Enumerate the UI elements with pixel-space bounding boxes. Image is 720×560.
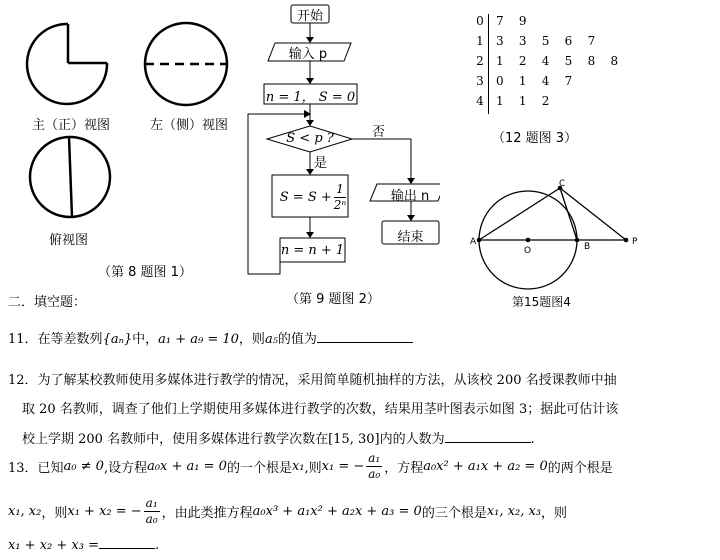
label-c: C <box>559 179 566 189</box>
q13-text: ，方程 <box>384 460 424 476</box>
stem-leaf-row <box>472 54 618 68</box>
stem-leaf-row <box>472 94 549 108</box>
q13-line3 <box>8 538 159 553</box>
stem-leaf-row <box>472 74 572 88</box>
q13-frac-den: a₀ <box>145 511 158 526</box>
q11-equation: a₁ + a₉ = 10 <box>158 332 239 347</box>
stem-leaf-row <box>472 34 595 48</box>
stem: 1 <box>476 34 484 48</box>
update-fraction <box>334 182 347 213</box>
input-text: 输入 p <box>288 47 328 62</box>
q12-interval: [15, 30] <box>328 432 380 447</box>
label-p: P <box>632 237 638 247</box>
q12-text: 内的人数为 <box>379 432 445 447</box>
q11-answer-blank[interactable] <box>317 342 413 343</box>
leaves: 1 2 4 5 8 8 <box>496 54 619 68</box>
q13-frac-num: a₁ <box>145 495 158 510</box>
q12-line2: 取 20 名教师，调查了他们上学期使用多媒体进行教学的次数，结果用茎叶图表示如图 3；据此可估计该 <box>22 402 619 417</box>
q13-roots-3: x₁, x₂, x₃ <box>486 503 542 519</box>
q13-frac-num: a₁ <box>368 450 381 465</box>
fig8-caption: （第 8 题图 1） <box>98 265 192 280</box>
leaves: 7 9 <box>496 14 527 28</box>
update-frac-den: 2ⁿ <box>333 197 347 212</box>
yes-label: 是 <box>314 156 328 171</box>
q12-text: 校上学期 200 名教师中，使用多媒体进行教学次数在 <box>22 432 329 447</box>
stem: 2 <box>476 54 484 68</box>
q11-number: 11． <box>8 332 38 347</box>
q13-answer-blank[interactable] <box>99 548 155 549</box>
point-p <box>624 238 629 243</box>
q13-text: ,设方程 <box>103 460 148 476</box>
output-text: 输出 n <box>390 189 430 204</box>
fig8-drawing <box>0 0 250 290</box>
q13-text: ，由此类推方程 <box>161 505 253 521</box>
q13-sum-2: x₁ + x₂ = − <box>67 503 142 519</box>
point-b <box>575 238 580 243</box>
update-lhs: S = S + <box>279 189 332 205</box>
section-heading: 二．填空题： <box>8 295 87 310</box>
start-text: 开始 <box>296 9 323 24</box>
line-ac <box>479 188 560 240</box>
q13-sum-3: x₁ + x₂ + x₃ = <box>8 538 99 553</box>
label-o: O <box>524 246 532 256</box>
q13-root: x₁ <box>291 458 305 474</box>
q13-equation-3: a₀x³ + a₁x² + a₂x + a₃ = 0 <box>252 503 422 519</box>
fig15-drawing <box>460 170 660 290</box>
q12-line1: 12．为了解某校教师使用多媒体进行教学的情况，采用简单随机抽样的方法，从该校 200 名授课教师中抽 <box>8 373 617 388</box>
front-view-shape <box>27 24 107 104</box>
line-cb <box>560 188 577 240</box>
fig15-caption: 第15题图4 <box>512 295 571 309</box>
q13-number: 13． <box>8 460 38 476</box>
q13-fraction-1 <box>366 451 382 482</box>
q13-text: 的一个根是 <box>226 460 292 476</box>
leaves: 0 1 4 7 <box>496 74 573 88</box>
stem: 0 <box>476 14 484 28</box>
q13-fraction-2 <box>144 496 160 527</box>
q13-equation-2: a₀x² + a₁x + a₂ = 0 <box>423 458 548 474</box>
q13-frac-den: a₀ <box>368 466 381 481</box>
q11-sequence: {aₙ} <box>102 332 133 347</box>
q13-end: . <box>154 538 160 553</box>
q11-target: a₅ <box>264 332 278 347</box>
point-o <box>526 238 531 243</box>
q13-line2 <box>8 494 567 528</box>
q13-text: 的两个根是 <box>547 460 613 476</box>
q13-text: ，则 <box>541 505 568 521</box>
q13-roots-2: x₁, x₂ <box>8 503 42 519</box>
q13-text: 已知 <box>37 460 64 476</box>
question-11 <box>8 328 413 347</box>
q11-text: ，则 <box>238 332 265 347</box>
q11-text: 中， <box>132 332 159 347</box>
q13-x1: x₁ = − <box>321 458 365 474</box>
side-view-shape <box>145 23 227 105</box>
stem: 3 <box>476 74 484 88</box>
stem-leaf-row <box>472 14 527 28</box>
front-view-label: 主（正）视图 <box>32 118 111 133</box>
top-view-shape <box>30 137 110 217</box>
q13-condition: a₀ ≠ 0 <box>63 458 104 474</box>
top-view-label: 俯视图 <box>49 233 89 248</box>
update-frac-num: 1 <box>334 182 347 198</box>
q12-line3 <box>22 428 535 447</box>
fig12-caption: （12 题图 3） <box>492 131 578 146</box>
increment-text: n = n + 1 <box>280 243 345 258</box>
leaves: 3 3 5 6 7 <box>496 34 596 48</box>
stem: 4 <box>476 94 484 108</box>
condition-text: S < p ? <box>286 131 334 146</box>
init-text: n = 1， S = 0 <box>265 90 356 105</box>
label-a: A <box>470 237 477 247</box>
q13-line1 <box>8 449 613 483</box>
update-formula <box>276 178 352 216</box>
q11-text: 在等差数列 <box>37 332 103 347</box>
label-b: B <box>584 242 591 252</box>
q13-text: 的三个根是 <box>421 505 487 521</box>
no-label: 否 <box>372 125 386 140</box>
point-a <box>477 238 482 243</box>
q12-end: . <box>530 432 535 447</box>
q13-equation-1: a₀x + a₁ = 0 <box>147 458 227 474</box>
fig9-caption: （第 9 题图 2） <box>286 292 380 307</box>
q13-text: ，则 <box>41 505 68 521</box>
q12-answer-blank[interactable] <box>445 442 531 443</box>
q13-text: ,则 <box>304 460 322 476</box>
q11-text: 的值为 <box>277 332 317 347</box>
end-text: 结束 <box>397 230 424 245</box>
side-view-label: 左（侧）视图 <box>150 118 229 133</box>
leaves: 1 1 2 <box>496 94 550 108</box>
